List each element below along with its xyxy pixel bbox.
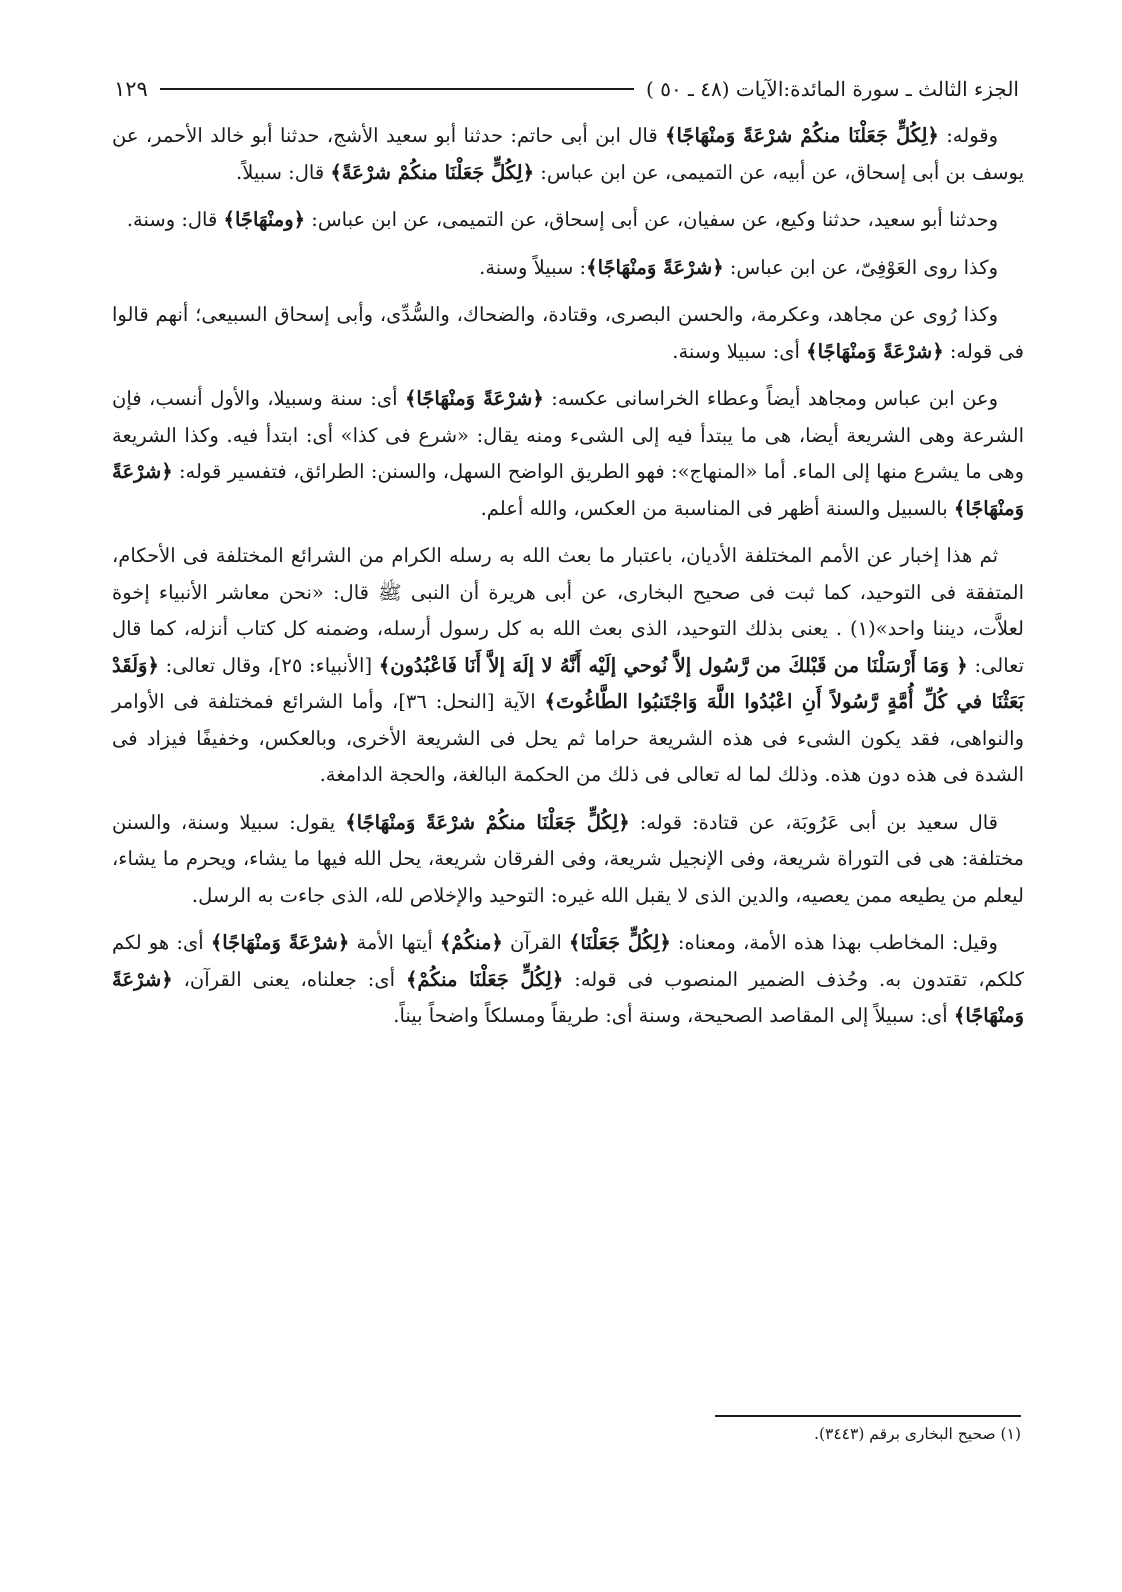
text-run: يقول: سبيلا وسنة، والسنن مختلفة: هى فى التوراة شريعة، وفى الإنجيل شريعة، وفى الفرقان شريعة، يحل الله فيها ما يشاء، ويحرم ما يشاء، ليعلم من يطيعه ممن يعصيه، والدين الذى لا يقبل الله غيره: التوحيد والإخلاص لله، الذى جاءت به الرسل.: [112, 810, 1024, 907]
paragraph: [112, 805, 1024, 915]
quran-quote: ﴿شرْعَةً وَمنْهَاجًا﴾: [210, 931, 350, 954]
quran-quote: ﴿ومنْهَاجًا﴾: [223, 208, 306, 231]
quran-quote: ﴿وَلَقَدْ بَعَثْنَا في كُلِّ أُمَّةٍ رَّسُولاً أَنِ اعْبُدُوا اللَّهَ وَاجْتَنبُوا الطَّاغُوتَ﴾: [112, 653, 1024, 713]
quran-quote: ﴿لِكُلٍّ جَعَلْنَا منكُمْ شرْعَةً﴾: [330, 160, 535, 184]
quran-quote: ﴿شرْعَةً وَمنْهَاجًا﴾: [112, 967, 1024, 1027]
text-run: وقيل: المخاطب بهذا هذه الأمة، ومعناه:: [670, 931, 998, 954]
paragraph: [112, 202, 1024, 239]
quran-quote: ﴿شرْعَةً وَمنْهَاجًا﴾: [806, 339, 944, 363]
header-title: الجزء الثالث ـ سورة المائدة:الآيات (٤٨ ـ ٥٠ ): [646, 77, 1019, 101]
text-run: وحدثنا أبو سعيد، حدثنا وكيع، عن سفيان، عن أبى إسحاق، عن التميمى، عن ابن عباس:: [305, 208, 998, 231]
quran-quote: ﴿شرْعَةً وَمنْهَاجًا﴾: [404, 387, 544, 410]
paragraph: [112, 250, 1024, 287]
text-run: [الأنبياء: ٢٥]، وقال تعالى:: [158, 653, 379, 677]
quran-quote: ﴿لِكُلٍّ جَعَلْنَا منكُمْ شرْعَةً وَمنْهَاجًا﴾: [665, 124, 939, 147]
text-run: أى: هو لكم كلكم، تقتدون به. وحُذف الضمير المنصوب فى قوله:: [112, 931, 1024, 991]
text-run: قال: سبيلاً.: [236, 160, 331, 184]
footnote-divider: [715, 1415, 1021, 1417]
paragraph: [112, 925, 1024, 1035]
text-run: أى: سبيلا وسنة.: [672, 339, 807, 363]
quran-quote: ﴿ وَمَا أَرْسَلْنَا من قَبْلكَ من رَّسُول إلاَّ نُوحي إلَيْه أَنَّهُ لا إلَهَ إلاَّ أَنَا فَاعْبُدُون﴾: [378, 653, 968, 677]
footnote: (١) صحيح البخارى برقم (٣٤٤٣).: [814, 1425, 1021, 1443]
quran-quote: ﴿لِكُلٍّ جَعَلْنَا منكُمْ شرْعَةً وَمنْهَاجًا﴾: [345, 810, 630, 834]
text-run: أى: سنة وسبيلا، والأول أنسب، فإن الشرعة وهى الشريعة أيضا، هى ما يبتدأ فيه إلى الشىء ومنه يقال: «شرع فى كذا» أى: ابتدأ فيه. وكذا الشريعة وهى ما يشرع منها إلى الماء. أما «المنهاج»: فهو الطريق الواضح السهل، والسنن: الطرائق، فتفسير قوله:: [112, 387, 1024, 483]
text-run: وكذا روى العَوْفِىّ، عن ابن عباس:: [723, 255, 998, 279]
main-text: [112, 118, 1024, 1046]
text-run: وكذا رُوى عن مجاهد، وعكرمة، والحسن البصرى، وقتادة، والضحاك، والسُّدِّى، وأبى إسحاق السبيعى؛ أنهم قالوا فى قوله:: [112, 303, 1024, 363]
paragraph: [112, 381, 1024, 527]
text-run: ثم هذا إخبار عن الأمم المختلفة الأديان، باعتبار ما بعث الله به رسله الكرام من الشرائع المختلفة فى الأحكام، المتفقة فى التوحيد، كما ثبت فى صحيح البخارى، عن أبى هريرة أن النبى ﷺ قال: «نحن معاشر الأنبياء إخوة لعلاَّت، ديننا واحد»(١) . يعنى بذلك التوحيد، الذى بعث الله به كل رسول أرسله، وضمنه كل كتاب أنزله، كما قال تعالى:: [112, 544, 1025, 677]
text-run: أى: جعلناه، يعنى القرآن،: [172, 967, 406, 991]
header-rule: [160, 88, 634, 90]
quran-quote: ﴿لِكُلٍّ جَعَلْنَا﴾: [568, 931, 671, 954]
quran-quote: ﴿لِكُلٍّ جَعَلْنَا منكُمْ﴾: [406, 967, 564, 991]
quran-quote: ﴿شرْعَةً وَمنْهَاجًا﴾: [112, 460, 1024, 520]
text-run: قال سعيد بن أبى عَرُوبَة، عن قتادة: قوله:: [629, 810, 998, 834]
text-run: وقوله:: [938, 124, 998, 147]
running-header: [114, 72, 1019, 106]
text-run: أيتها الأمة: [349, 931, 440, 954]
paragraph: [112, 297, 1024, 370]
text-run: القرآن: [502, 931, 569, 954]
text-run: قال ابن أبى حاتم: حدثنا أبو سعيد الأشج، حدثنا أبو خالد الأحمر، عن يوسف بن أبى إسحاق، عن أبيه، عن التميمى، عن ابن عباس:: [112, 124, 1024, 184]
text-run: الآية [النحل: ٣٦]، وأما الشرائع فمختلفة فى الأوامر والنواهى، فقد يكون الشىء فى هذه الشريعة حراما ثم يحل فى الشريعة الأخرى، وبالعكس، وخفيفًا فيزاد فى الشدة فى هذه دون هذه. وذلك لما له تعالى فى ذلك من الحكمة البالغة، والحجة الدامغة.: [112, 690, 1024, 786]
text-run: قال: وسنة.: [126, 208, 224, 231]
paragraph: [112, 538, 1024, 794]
text-run: وعن ابن عباس ومجاهد أيضاً وعطاء الخراسانى عكسه:: [543, 387, 998, 410]
text-run: أى: سبيلاً إلى المقاصد الصحيحة، وسنة أى: طريقاً ومسلكاً واضحاً بيناً.: [393, 1004, 954, 1027]
text-run: : سبيلاً وسنة.: [479, 255, 587, 279]
quran-quote: ﴿منكُمْ﴾: [439, 931, 503, 954]
page-number: ١٢٩: [114, 77, 148, 101]
text-run: بالسبيل والسنة أظهر فى المناسبة من العكس، والله أعلم.: [480, 496, 954, 520]
quran-quote: ﴿شرْعَةً وَمنْهَاجًا﴾: [586, 255, 724, 279]
paragraph: [112, 118, 1024, 191]
